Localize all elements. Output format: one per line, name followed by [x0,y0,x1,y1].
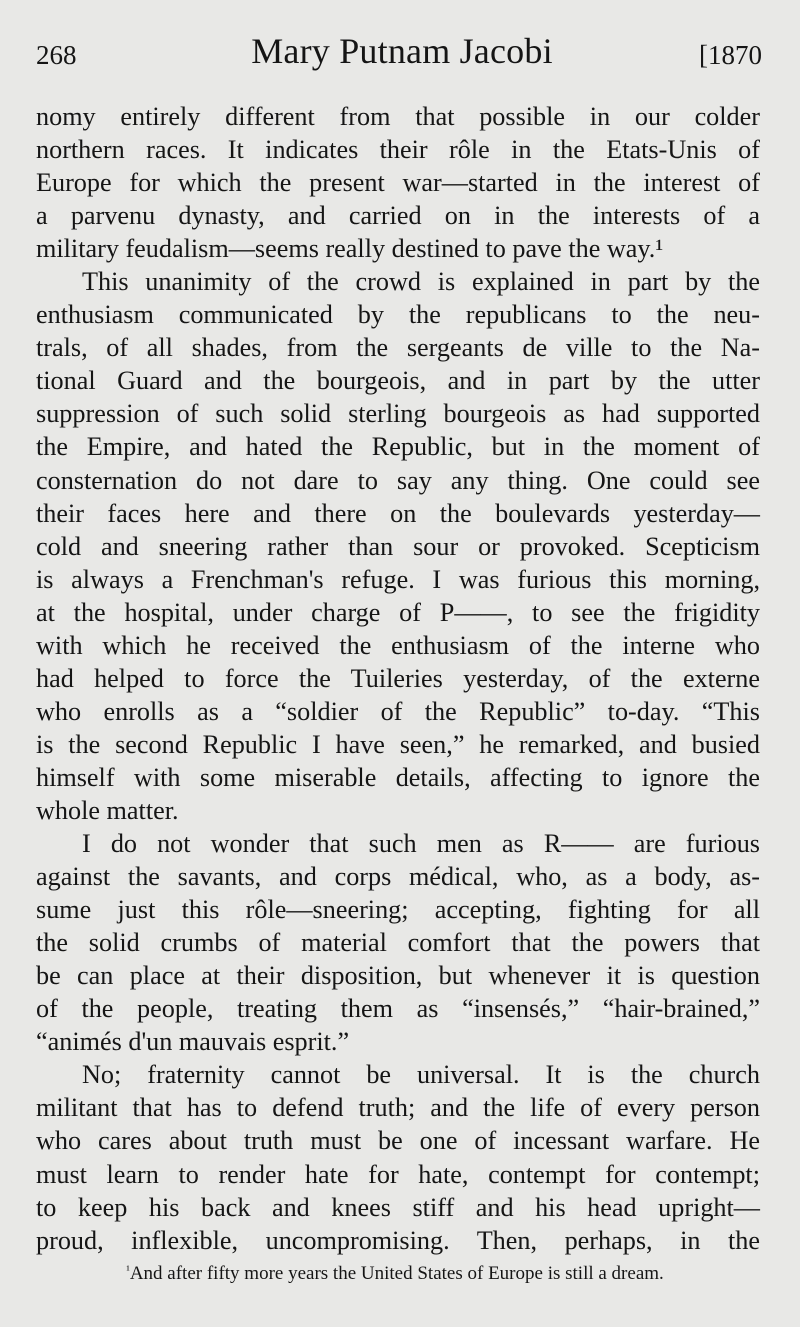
text-line: to keep his back and knees stiff and his head upright— [36,1192,760,1222]
text-line: consternation do not dare to say any thing. One could see [36,465,760,495]
text-line: must learn to render hate for hate, contempt for contempt; [36,1159,760,1189]
text-line: tional Guard and the bourgeois, and in part by the utter [36,366,760,396]
paragraph-first-line: No; fraternity cannot be universal. It is the church [82,1060,760,1090]
text-line: at the hospital, under charge of P——, to see the frigidity [36,597,760,627]
text-line: sume just this rôle—sneering; accepting, fighting for all [36,895,760,925]
text-line: had helped to force the Tuileries yesterday, of the externe [36,663,760,693]
text-line: “animés d'un mauvais esprit.” [36,1027,350,1057]
page-header [36,26,762,76]
footnote [36,1263,754,1285]
text-line: their faces here and there on the boulevards yesterday— [36,498,760,528]
text-line: be can place at their disposition, but whenever it is question [36,961,760,991]
running-title: Mary Putnam Jacobi [251,31,553,71]
text-line: militant that has to defend truth; and the life of every person [36,1093,760,1123]
text-line: northern races. It indicates their rôle in the Etats-Unis of [36,135,760,165]
footnote-marker: ¹ [126,1263,130,1277]
text-line: enthusiasm communicated by the republicans to the neu- [36,300,760,330]
text-line: a parvenu dynasty, and carried on in the interests of a [36,201,760,231]
text-line: the Empire, and hated the Republic, but in the moment of [36,432,760,462]
text-line: proud, inflexible, uncompromising. Then, perhaps, in the [36,1225,760,1255]
text-line: of the people, treating them as “insensés,” “hair-brained,” [36,994,760,1024]
year-marker: [1870 [699,40,762,70]
text-line: suppression of such solid sterling bourgeois as had supported [36,399,760,429]
text-line: with which he received the enthusiasm of the interne who [36,630,760,660]
text-line: Europe for which the present war—started in the interest of [36,168,760,198]
text-line: cold and sneering rather than sour or provoked. Scepticism [36,531,760,561]
page-number: 268 [36,40,77,70]
text-line: military feudalism—seems really destined to pave the way.¹ [36,234,664,264]
paragraph-first-line: This unanimity of the crowd is explained in part by the [82,267,760,297]
paragraph-first-line: I do not wonder that such men as R—— are furious [82,829,760,859]
text-line: is the second Republic I have seen,” he remarked, and busied [36,729,760,759]
text-line: against the savants, and corps médical, who, as a body, as- [36,862,760,892]
footnote-text: And after fifty more years the United States of Europe is still a dream. [129,1263,664,1284]
text-line: nomy entirely different from that possible in our colder [36,102,760,131]
text-line: is always a Frenchman's refuge. I was furious this morning, [36,564,760,594]
text-line: himself with some miserable details, affecting to ignore the [36,762,760,792]
text-line: the solid crumbs of material comfort that the powers that [36,928,760,958]
text-line: who cares about truth must be one of incessant warfare. He [36,1126,760,1156]
text-line: trals, of all shades, from the sergeants de ville to the Na- [36,333,760,363]
text-line: whole matter. [36,795,179,825]
text-line: who enrolls as a “soldier of the Republic” to-day. “This [36,696,760,726]
body-text [36,100,760,1257]
